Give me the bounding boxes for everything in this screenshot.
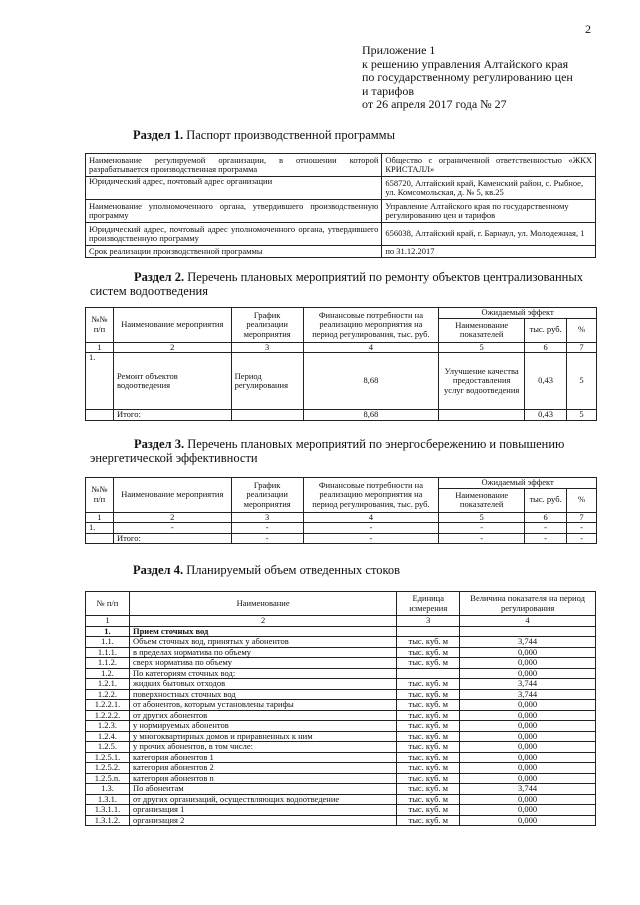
table-cell: 5 bbox=[567, 410, 597, 421]
page-number: 2 bbox=[585, 22, 591, 36]
table-cell: 1.2.5.n. bbox=[86, 773, 130, 784]
table-row bbox=[86, 710, 596, 721]
table-cell: 3,744 bbox=[460, 637, 596, 648]
table-cell: 7 bbox=[567, 512, 597, 523]
appendix-line: от 26 апреля 2017 года № 27 bbox=[362, 97, 507, 111]
section4-title bbox=[133, 563, 400, 577]
table-cell: тыс. куб. м bbox=[397, 763, 460, 774]
table-cell: 0,000 bbox=[460, 647, 596, 658]
table-header-cell: График реализации мероприятия bbox=[231, 478, 303, 513]
table-cell: Юридический адрес, почтовый адрес организации bbox=[86, 177, 382, 200]
table-row bbox=[86, 752, 596, 763]
section-heading: Планируемый объем отведенных стоков bbox=[183, 563, 401, 577]
table-cell: 7 bbox=[567, 342, 597, 353]
table-header-row bbox=[86, 308, 597, 319]
table-cell: 0,000 bbox=[460, 773, 596, 784]
table-cell: 8,68 bbox=[303, 353, 439, 410]
repair-measures-table bbox=[85, 307, 597, 421]
table-cell: Юридический адрес, почтовый адрес уполномоченного органа, утвердившего производственную программу bbox=[86, 223, 382, 246]
table-cell: 1 bbox=[86, 512, 114, 523]
table-row bbox=[86, 763, 596, 774]
table-cell bbox=[397, 626, 460, 637]
table-cell: в пределах норматива по объему bbox=[129, 647, 396, 658]
section-number: Раздел 4. bbox=[133, 563, 184, 577]
section-number: Раздел 3. bbox=[134, 437, 185, 451]
table-cell: По категориям сточных вод: bbox=[129, 668, 396, 679]
table-header-cell: Финансовые потребности на реализацию мероприятия на период регулирования, тыс. руб. bbox=[303, 308, 439, 343]
table-cell: Наименование уполномоченного органа, утвердившего производственную программу bbox=[86, 200, 382, 223]
table-cell: от других абонентов bbox=[129, 710, 396, 721]
appendix-line: по государственному регулированию цен bbox=[362, 70, 573, 84]
column-number-row bbox=[86, 342, 597, 353]
table-cell: 1.3.1. bbox=[86, 794, 130, 805]
table-cell: 4 bbox=[303, 512, 439, 523]
table-cell: 3 bbox=[397, 616, 460, 627]
table-row bbox=[86, 246, 596, 258]
table-cell: 0,000 bbox=[460, 794, 596, 805]
table-header-cell: Наименование показателей bbox=[439, 488, 525, 512]
table-cell: 2 bbox=[113, 512, 231, 523]
table-cell: 1 bbox=[86, 342, 114, 353]
table-cell: 3,744 bbox=[460, 784, 596, 795]
table-cell: 1.2.2.1. bbox=[86, 700, 130, 711]
table-cell: тыс. куб. м bbox=[397, 679, 460, 690]
table-cell: категория абонентов 2 bbox=[129, 763, 396, 774]
section-heading: Паспорт производственной программы bbox=[183, 128, 395, 142]
table-cell: Срок реализации производственной программы bbox=[86, 246, 382, 258]
table-row bbox=[86, 700, 596, 711]
table-cell bbox=[86, 533, 114, 544]
section-number: Раздел 2. bbox=[134, 270, 185, 284]
appendix-line: к решению управления Алтайского края bbox=[362, 56, 569, 71]
table-cell: от абонентов, которым установлены тарифы bbox=[129, 700, 396, 711]
table-cell bbox=[86, 410, 114, 421]
table-cell: тыс. куб. м bbox=[397, 752, 460, 763]
table-cell: 6 bbox=[525, 342, 567, 353]
table-cell: 656038, Алтайский край, г. Барнаул, ул. Молодежная, 1 bbox=[382, 223, 596, 246]
table-cell bbox=[460, 626, 596, 637]
table-cell: 0,000 bbox=[460, 710, 596, 721]
table-cell: - bbox=[303, 523, 439, 534]
table-cell: Общество с ограниченной ответственностью «ЖКХ КРИСТАЛЛ» bbox=[382, 154, 596, 177]
table-cell: - bbox=[567, 523, 597, 534]
table-header-cell: Наименование показателей bbox=[439, 318, 525, 342]
table-cell: 1. bbox=[86, 353, 114, 410]
table-cell: 1.2.2. bbox=[86, 689, 130, 700]
table-cell: Период регулирования bbox=[231, 353, 303, 410]
table-cell: 1.2.1. bbox=[86, 679, 130, 690]
table-cell: тыс. куб. м bbox=[397, 784, 460, 795]
table-cell: 1.2.5. bbox=[86, 742, 130, 753]
table-cell: тыс. куб. м bbox=[397, 637, 460, 648]
table-cell: по 31.12.2017 bbox=[382, 246, 596, 258]
table-cell: 1.2.5.1. bbox=[86, 752, 130, 763]
table-cell: 0,000 bbox=[460, 752, 596, 763]
table-cell: 4 bbox=[460, 616, 596, 627]
table-cell: 1.3.1.1. bbox=[86, 805, 130, 816]
table-row bbox=[86, 689, 596, 700]
table-cell: жидких бытовых отходов bbox=[129, 679, 396, 690]
table-cell: у прочих абонентов, в том числе: bbox=[129, 742, 396, 753]
table-cell: от других организаций, осуществляющих водоотведение bbox=[129, 794, 396, 805]
table-cell: тыс. куб. м bbox=[397, 710, 460, 721]
table-header-row bbox=[86, 592, 596, 616]
table-cell: Итого: bbox=[113, 410, 231, 421]
table-cell: Объем сточных вод, принятых у абонентов bbox=[129, 637, 396, 648]
table-header-cell: График реализации мероприятия bbox=[231, 308, 303, 343]
table-cell: 8,68 bbox=[303, 410, 439, 421]
section1-title bbox=[133, 128, 395, 142]
table-cell: 0,000 bbox=[460, 700, 596, 711]
table-total-row bbox=[86, 533, 597, 544]
appendix-header bbox=[362, 44, 573, 112]
table-cell: Прием сточных вод bbox=[129, 626, 396, 637]
table-cell: тыс. куб. м bbox=[397, 805, 460, 816]
table-row bbox=[86, 647, 596, 658]
table-cell: Наименование регулируемой организации, в отношении которой разрабатывается производственная программа bbox=[86, 154, 382, 177]
table-cell: 1.3.1.2. bbox=[86, 815, 130, 826]
table-cell bbox=[397, 668, 460, 679]
table-cell: 1.1.1. bbox=[86, 647, 130, 658]
table-header-row bbox=[86, 478, 597, 489]
table-row bbox=[86, 731, 596, 742]
section2-title bbox=[90, 270, 598, 298]
table-cell: тыс. куб. м bbox=[397, 773, 460, 784]
table-cell: 1.2. bbox=[86, 668, 130, 679]
table-cell: 0,000 bbox=[460, 658, 596, 669]
table-cell: - bbox=[231, 523, 303, 534]
section-heading: Перечень плановых мероприятий по энергосбережению и повышению энергетической эффективности bbox=[90, 437, 565, 465]
table-row bbox=[86, 784, 596, 795]
table-cell: 1.1. bbox=[86, 637, 130, 648]
table-cell: - bbox=[525, 523, 567, 534]
table-cell: 4 bbox=[303, 342, 439, 353]
table-cell bbox=[439, 410, 525, 421]
wastewater-volume-table bbox=[85, 591, 596, 826]
table-cell: Итого: bbox=[113, 533, 231, 544]
table-cell: 0,43 bbox=[525, 353, 567, 410]
table-row bbox=[86, 200, 596, 223]
table-cell: категория абонентов 1 bbox=[129, 752, 396, 763]
table-row bbox=[86, 523, 597, 534]
table-cell: 0,000 bbox=[460, 668, 596, 679]
table-cell: 1.1.2. bbox=[86, 658, 130, 669]
table-cell: 0,000 bbox=[460, 763, 596, 774]
passport-table bbox=[85, 153, 596, 258]
table-cell: 658720, Алтайский край, Каменский район, с. Рыбное, ул. Комсомольская, д. № 5, кв.25 bbox=[382, 177, 596, 200]
table-cell: 1.3. bbox=[86, 784, 130, 795]
table-total-row bbox=[86, 410, 597, 421]
table-header-cell: Ожидаемый эффект bbox=[439, 308, 597, 319]
table-cell: Управление Алтайского края по государственному регулированию цен и тарифов bbox=[382, 200, 596, 223]
table-header-cell: Наименование мероприятия bbox=[113, 308, 231, 343]
table-cell: 0,000 bbox=[460, 721, 596, 732]
table-cell: тыс. куб. м bbox=[397, 658, 460, 669]
section-number: Раздел 1. bbox=[133, 128, 184, 142]
table-cell: тыс. куб. м bbox=[397, 794, 460, 805]
table-cell: 0,000 bbox=[460, 742, 596, 753]
table-header-cell: % bbox=[567, 318, 597, 342]
table-row bbox=[86, 794, 596, 805]
appendix-line: Приложение 1 bbox=[362, 43, 436, 57]
table-cell: у нормируемых абонентов bbox=[129, 721, 396, 732]
table-cell: - bbox=[439, 533, 525, 544]
table-row bbox=[86, 721, 596, 732]
table-cell: тыс. куб. м bbox=[397, 815, 460, 826]
table-row bbox=[86, 177, 596, 200]
table-header-cell: Величина показателя на период регулирования bbox=[460, 592, 596, 616]
table-cell: - bbox=[567, 533, 597, 544]
table-row bbox=[86, 679, 596, 690]
column-number-row bbox=[86, 512, 597, 523]
table-cell: 6 bbox=[525, 512, 567, 523]
table-cell: тыс. куб. м bbox=[397, 700, 460, 711]
table-cell: Улучшение качества предоставления услуг водоотведения bbox=[439, 353, 525, 410]
table-cell: 0,000 bbox=[460, 805, 596, 816]
table-cell: поверхностных сточных вод bbox=[129, 689, 396, 700]
table-cell: организация 1 bbox=[129, 805, 396, 816]
table-cell: 0,000 bbox=[460, 815, 596, 826]
table-cell: 2 bbox=[113, 342, 231, 353]
table-cell: у многоквартирных домов и приравненных к ним bbox=[129, 731, 396, 742]
table-row bbox=[86, 626, 596, 637]
table-row bbox=[86, 742, 596, 753]
table-row bbox=[86, 223, 596, 246]
column-number-row bbox=[86, 616, 596, 627]
table-row bbox=[86, 668, 596, 679]
appendix-line: и тарифов bbox=[362, 83, 415, 98]
table-cell: - bbox=[113, 523, 231, 534]
table-cell: Ремонт объектов водоотведения bbox=[113, 353, 231, 410]
table-row bbox=[86, 658, 596, 669]
table-cell: - bbox=[439, 523, 525, 534]
table-cell: тыс. куб. м bbox=[397, 721, 460, 732]
table-header-cell: Наименование мероприятия bbox=[113, 478, 231, 513]
table-cell: 1 bbox=[86, 616, 130, 627]
table-cell: 1.2.3. bbox=[86, 721, 130, 732]
table-row bbox=[86, 805, 596, 816]
section-heading: Перечень плановых мероприятий по ремонту объектов централизованных систем водоотведения bbox=[90, 270, 583, 298]
table-cell bbox=[231, 410, 303, 421]
table-cell: 5 bbox=[567, 353, 597, 410]
table-cell: сверх норматива по объему bbox=[129, 658, 396, 669]
table-cell: - bbox=[525, 533, 567, 544]
table-cell: - bbox=[303, 533, 439, 544]
energy-measures-table bbox=[85, 477, 597, 544]
table-cell: 1.2.5.2. bbox=[86, 763, 130, 774]
table-row bbox=[86, 154, 596, 177]
table-cell: категория абонентов n bbox=[129, 773, 396, 784]
table-cell: 3 bbox=[231, 342, 303, 353]
table-row bbox=[86, 353, 597, 410]
section3-title bbox=[90, 437, 598, 465]
table-cell: 5 bbox=[439, 512, 525, 523]
table-cell: тыс. куб. м bbox=[397, 689, 460, 700]
table-cell: тыс. куб. м bbox=[397, 742, 460, 753]
table-cell: 0,43 bbox=[525, 410, 567, 421]
table-header-cell: №№ п/п bbox=[86, 308, 114, 343]
table-header-cell: №№ п/п bbox=[86, 478, 114, 513]
table-header-cell: тыс. руб. bbox=[525, 488, 567, 512]
table-cell: 3,744 bbox=[460, 689, 596, 700]
table-cell: 1.2.4. bbox=[86, 731, 130, 742]
table-row bbox=[86, 637, 596, 648]
table-cell: 0,000 bbox=[460, 731, 596, 742]
table-cell: 2 bbox=[129, 616, 396, 627]
table-header-cell: Наименование bbox=[129, 592, 396, 616]
table-cell: тыс. куб. м bbox=[397, 731, 460, 742]
table-header-cell: Единица измерения bbox=[397, 592, 460, 616]
table-cell: - bbox=[231, 533, 303, 544]
table-cell: организация 2 bbox=[129, 815, 396, 826]
table-cell: 5 bbox=[439, 342, 525, 353]
table-cell: тыс. куб. м bbox=[397, 647, 460, 658]
table-row bbox=[86, 815, 596, 826]
table-header-cell: Ожидаемый эффект bbox=[439, 478, 597, 489]
table-header-cell: тыс. руб. bbox=[525, 318, 567, 342]
table-cell: 3 bbox=[231, 512, 303, 523]
table-cell: 1. bbox=[86, 626, 130, 637]
table-cell: 1.2.2.2. bbox=[86, 710, 130, 721]
table-header-cell: Финансовые потребности на реализацию мероприятия на период регулирования, тыс. руб. bbox=[303, 478, 439, 513]
table-cell: По абонентам bbox=[129, 784, 396, 795]
table-cell: 1. bbox=[86, 523, 114, 534]
table-header-cell: % bbox=[567, 488, 597, 512]
table-cell: 3,744 bbox=[460, 679, 596, 690]
table-header-cell: № п/п bbox=[86, 592, 130, 616]
table-row bbox=[86, 773, 596, 784]
